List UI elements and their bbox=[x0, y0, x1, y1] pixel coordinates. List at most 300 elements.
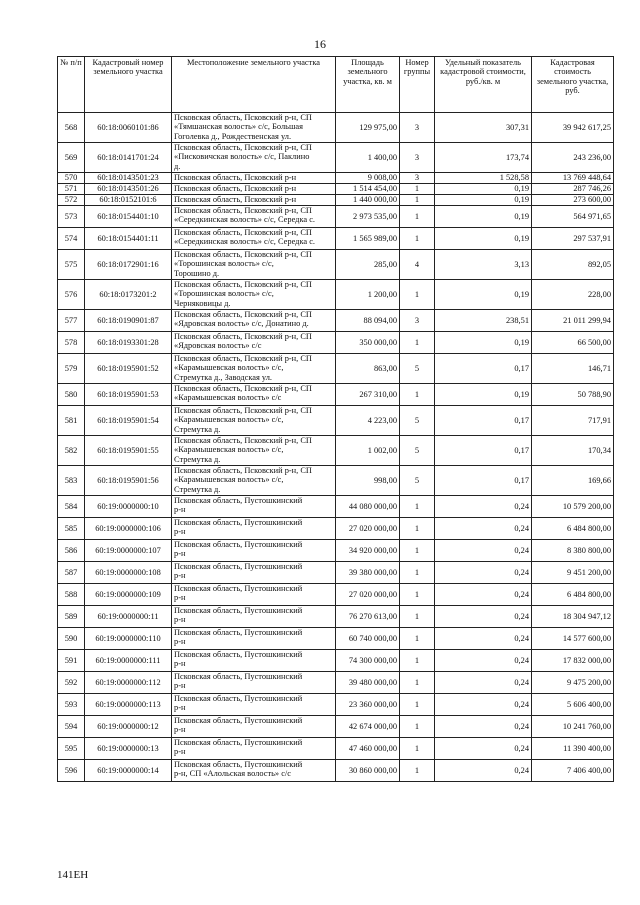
location-line: Псковская область, Псковский р-н, СП bbox=[174, 228, 312, 237]
cadastral-value-cell: 8 380 800,00 bbox=[532, 540, 614, 562]
cadastral-value-cell: 717,91 bbox=[532, 406, 614, 436]
location-line: «Торошинская волость» с/с, bbox=[174, 289, 274, 299]
cadastral-number-cell: 60:18:0195901:55 bbox=[85, 436, 172, 466]
row-number-cell: 582 bbox=[58, 436, 85, 466]
group-number-cell: 3 bbox=[400, 143, 435, 173]
group-number-cell: 1 bbox=[400, 562, 435, 584]
cadastral-value-cell: 6 484 800,00 bbox=[532, 518, 614, 540]
specific-value-cell: 0,19 bbox=[435, 195, 532, 206]
cadastral-number-cell: 60:18:0141701:24 bbox=[85, 143, 172, 173]
group-number-cell: 1 bbox=[400, 716, 435, 738]
table-row bbox=[58, 540, 614, 562]
location-cell bbox=[172, 143, 336, 173]
group-number-cell: 1 bbox=[400, 195, 435, 206]
group-number-cell: 1 bbox=[400, 184, 435, 195]
group-number-cell: 1 bbox=[400, 540, 435, 562]
cadastral-value-cell: 243 236,00 bbox=[532, 143, 614, 173]
row-number-cell: 584 bbox=[58, 496, 85, 518]
location-line: р-н bbox=[174, 549, 186, 559]
page-number: 16 bbox=[314, 37, 326, 51]
cadastral-number-cell: 60:18:0154401:11 bbox=[85, 228, 172, 250]
cadastral-number-cell: 60:18:0143501:23 bbox=[85, 173, 172, 184]
area-cell: 44 080 000,00 bbox=[336, 496, 400, 518]
table-row bbox=[58, 250, 614, 280]
row-number-cell: 576 bbox=[58, 280, 85, 310]
location-cell bbox=[172, 562, 336, 584]
location-cell bbox=[172, 628, 336, 650]
location-line: Стремутка д. bbox=[174, 454, 221, 464]
area-cell: 76 270 613,00 bbox=[336, 606, 400, 628]
footer-code: 141EH bbox=[57, 869, 89, 881]
cadastral-value-cell: 10 579 200,00 bbox=[532, 496, 614, 518]
row-number-cell: 570 bbox=[58, 173, 85, 184]
group-number-cell: 5 bbox=[400, 406, 435, 436]
cadastral-number-cell: 60:18:0195901:56 bbox=[85, 466, 172, 496]
location-cell bbox=[172, 518, 336, 540]
area-cell: 27 020 000,00 bbox=[336, 518, 400, 540]
location-line: Псковская область, Псковский р-н, СП bbox=[174, 466, 312, 475]
area-cell: 4 223,00 bbox=[336, 406, 400, 436]
cadastral-number-cell: 60:18:0193301:28 bbox=[85, 332, 172, 354]
specific-value-cell: 0,17 bbox=[435, 436, 532, 466]
row-number-cell: 574 bbox=[58, 228, 85, 250]
row-number-cell: 577 bbox=[58, 310, 85, 332]
cadastral-value-cell: 21 011 299,94 bbox=[532, 310, 614, 332]
location-line: Псковская область, Пустошкинский bbox=[174, 716, 303, 725]
specific-value-cell: 0,24 bbox=[435, 584, 532, 606]
area-cell: 285,00 bbox=[336, 250, 400, 280]
group-number-cell: 1 bbox=[400, 332, 435, 354]
area-cell: 998,00 bbox=[336, 466, 400, 496]
cadastral-number-cell: 60:18:0152101:6 bbox=[85, 195, 172, 206]
table-row bbox=[58, 694, 614, 716]
area-cell: 23 360 000,00 bbox=[336, 694, 400, 716]
location-cell bbox=[172, 195, 336, 206]
cadastral-value-cell: 9 475 200,00 bbox=[532, 672, 614, 694]
table-row bbox=[58, 496, 614, 518]
location-cell bbox=[172, 760, 336, 782]
table-row bbox=[58, 760, 614, 782]
location-cell bbox=[172, 650, 336, 672]
cadastral-value-cell: 50 788,90 bbox=[532, 384, 614, 406]
cadastral-number-cell: 60:18:0190901:87 bbox=[85, 310, 172, 332]
row-number-cell: 572 bbox=[58, 195, 85, 206]
location-line: Стремутка д., Заводская ул. bbox=[174, 372, 273, 382]
location-line: «Карамышевская волость» с/с, bbox=[174, 445, 284, 455]
cadastral-value-cell: 297 537,91 bbox=[532, 228, 614, 250]
table-row bbox=[58, 738, 614, 760]
table-body bbox=[58, 113, 614, 782]
location-line: Псковская область, Псковский р-н, СП bbox=[174, 206, 312, 215]
location-line: Черняковицы д. bbox=[174, 298, 231, 308]
area-cell: 88 094,00 bbox=[336, 310, 400, 332]
cadastral-number-cell: 60:19:0000000:106 bbox=[85, 518, 172, 540]
location-cell bbox=[172, 406, 336, 436]
location-line: Псковская область, Псковский р-н bbox=[174, 184, 297, 193]
specific-value-cell: 0,19 bbox=[435, 280, 532, 310]
cadastral-number-cell: 60:19:0000000:113 bbox=[85, 694, 172, 716]
row-number-cell: 590 bbox=[58, 628, 85, 650]
location-line: Стремутка д. bbox=[174, 424, 221, 434]
location-line: Псковская область, Пустошкинский bbox=[174, 694, 303, 703]
location-line: р-н, СП «Алольская волость» с/с bbox=[174, 769, 291, 779]
location-cell bbox=[172, 436, 336, 466]
header-location: Местоположение земельного участка bbox=[172, 57, 336, 113]
cadastral-value-cell: 9 451 200,00 bbox=[532, 562, 614, 584]
area-cell: 129 975,00 bbox=[336, 113, 400, 143]
location-line: р-н bbox=[174, 593, 186, 603]
row-number-cell: 586 bbox=[58, 540, 85, 562]
location-cell bbox=[172, 206, 336, 228]
group-number-cell: 3 bbox=[400, 173, 435, 184]
location-line: Псковская область, Пустошкинский bbox=[174, 540, 303, 549]
location-line: р-н bbox=[174, 615, 186, 625]
cadastral-value-cell: 10 241 760,00 bbox=[532, 716, 614, 738]
cadastral-number-cell: 60:19:0000000:111 bbox=[85, 650, 172, 672]
row-number-cell: 580 bbox=[58, 384, 85, 406]
table-row bbox=[58, 518, 614, 540]
table-row bbox=[58, 206, 614, 228]
location-line: Псковская область, Пустошкинский bbox=[174, 672, 303, 681]
row-number-cell: 593 bbox=[58, 694, 85, 716]
cadastral-value-cell: 17 832 000,00 bbox=[532, 650, 614, 672]
location-line: «Середкинская волость» с/с, Середка с. bbox=[174, 215, 316, 225]
location-cell bbox=[172, 332, 336, 354]
group-number-cell: 5 bbox=[400, 354, 435, 384]
specific-value-cell: 0,24 bbox=[435, 694, 532, 716]
location-cell bbox=[172, 716, 336, 738]
cadastral-number-cell: 60:18:0195901:54 bbox=[85, 406, 172, 436]
table-row bbox=[58, 406, 614, 436]
specific-value-cell: 0,17 bbox=[435, 354, 532, 384]
group-number-cell: 1 bbox=[400, 384, 435, 406]
location-line: Псковская область, Пустошкинский bbox=[174, 650, 303, 659]
row-number-cell: 592 bbox=[58, 672, 85, 694]
specific-value-cell: 0,24 bbox=[435, 606, 532, 628]
table-row bbox=[58, 228, 614, 250]
row-number-cell: 578 bbox=[58, 332, 85, 354]
specific-value-cell: 0,24 bbox=[435, 760, 532, 782]
specific-value-cell: 0,19 bbox=[435, 184, 532, 195]
area-cell: 1 002,00 bbox=[336, 436, 400, 466]
location-line: «Карамышевская волость» с/с bbox=[174, 393, 282, 403]
specific-value-cell: 0,17 bbox=[435, 466, 532, 496]
location-cell bbox=[172, 466, 336, 496]
cadastral-value-cell: 228,00 bbox=[532, 280, 614, 310]
row-number-cell: 594 bbox=[58, 716, 85, 738]
specific-value-cell: 0,24 bbox=[435, 518, 532, 540]
area-cell: 9 008,00 bbox=[336, 173, 400, 184]
table-row bbox=[58, 672, 614, 694]
group-number-cell: 3 bbox=[400, 113, 435, 143]
location-cell bbox=[172, 113, 336, 143]
row-number-cell: 591 bbox=[58, 650, 85, 672]
location-line: Псковская область, Псковский р-н bbox=[174, 173, 297, 182]
location-line: Псковская область, Пустошкинский bbox=[174, 584, 303, 593]
table-row bbox=[58, 332, 614, 354]
table-row bbox=[58, 310, 614, 332]
location-cell bbox=[172, 540, 336, 562]
cadastral-value-cell: 564 971,65 bbox=[532, 206, 614, 228]
location-cell bbox=[172, 173, 336, 184]
row-number-cell: 596 bbox=[58, 760, 85, 782]
specific-value-cell: 1 528,58 bbox=[435, 173, 532, 184]
cadastral-value-cell: 5 606 400,00 bbox=[532, 694, 614, 716]
row-number-cell: 573 bbox=[58, 206, 85, 228]
location-line: р-н bbox=[174, 681, 186, 691]
location-cell bbox=[172, 354, 336, 384]
row-number-cell: 588 bbox=[58, 584, 85, 606]
area-cell: 1 200,00 bbox=[336, 280, 400, 310]
specific-value-cell: 0,17 bbox=[435, 406, 532, 436]
table-row bbox=[58, 716, 614, 738]
table-row bbox=[58, 436, 614, 466]
header-group-number: Номер группы bbox=[400, 57, 435, 113]
group-number-cell: 1 bbox=[400, 694, 435, 716]
cadastral-value-cell: 273 600,00 bbox=[532, 195, 614, 206]
specific-value-cell: 0,24 bbox=[435, 716, 532, 738]
table-row bbox=[58, 628, 614, 650]
location-cell bbox=[172, 184, 336, 195]
location-cell bbox=[172, 584, 336, 606]
row-number-cell: 579 bbox=[58, 354, 85, 384]
cadastral-value-cell: 6 484 800,00 bbox=[532, 584, 614, 606]
cadastral-value-cell: 13 769 448,64 bbox=[532, 173, 614, 184]
group-number-cell: 1 bbox=[400, 606, 435, 628]
group-number-cell: 3 bbox=[400, 310, 435, 332]
location-line: Псковская область, Псковский р-н, СП bbox=[174, 280, 312, 289]
specific-value-cell: 0,24 bbox=[435, 738, 532, 760]
location-line: Псковская область, Псковский р-н, СП bbox=[174, 354, 312, 363]
cadastral-number-cell: 60:18:0172901:16 bbox=[85, 250, 172, 280]
area-cell: 74 300 000,00 bbox=[336, 650, 400, 672]
location-line: Стремутка д. bbox=[174, 484, 221, 494]
specific-value-cell: 0,19 bbox=[435, 332, 532, 354]
location-line: Псковская область, Псковский р-н, СП bbox=[174, 384, 312, 393]
cadastral-number-cell: 60:18:0195901:52 bbox=[85, 354, 172, 384]
specific-value-cell: 0,24 bbox=[435, 650, 532, 672]
area-cell: 863,00 bbox=[336, 354, 400, 384]
group-number-cell: 4 bbox=[400, 250, 435, 280]
cadastral-number-cell: 60:19:0000000:110 bbox=[85, 628, 172, 650]
cadastral-value-table bbox=[57, 56, 614, 782]
location-line: Псковская область, Псковский р-н, СП bbox=[174, 143, 312, 152]
location-line: Псковская область, Псковский р-н, СП bbox=[174, 406, 312, 415]
location-line: Псковская область, Псковский р-н, СП bbox=[174, 436, 312, 445]
location-line: Псковская область, Пустошкинский bbox=[174, 760, 303, 769]
location-line: «Карамышевская волость» с/с, bbox=[174, 475, 284, 485]
header-area: Площадь земельного участка, кв. м bbox=[336, 57, 400, 113]
location-cell bbox=[172, 606, 336, 628]
cadastral-number-cell: 60:18:0154401:10 bbox=[85, 206, 172, 228]
cadastral-value-cell: 146,71 bbox=[532, 354, 614, 384]
cadastral-value-cell: 18 304 947,12 bbox=[532, 606, 614, 628]
location-line: р-н bbox=[174, 637, 186, 647]
row-number-cell: 575 bbox=[58, 250, 85, 280]
location-line: «Тямшанская волость» с/с, Большая bbox=[174, 122, 303, 132]
group-number-cell: 1 bbox=[400, 496, 435, 518]
cadastral-value-cell: 66 500,00 bbox=[532, 332, 614, 354]
location-line: р-н bbox=[174, 725, 186, 735]
table-row bbox=[58, 466, 614, 496]
group-number-cell: 1 bbox=[400, 672, 435, 694]
group-number-cell: 1 bbox=[400, 628, 435, 650]
specific-value-cell: 0,19 bbox=[435, 228, 532, 250]
specific-value-cell: 0,19 bbox=[435, 384, 532, 406]
location-cell bbox=[172, 280, 336, 310]
location-cell bbox=[172, 672, 336, 694]
group-number-cell: 1 bbox=[400, 228, 435, 250]
area-cell: 1 565 989,00 bbox=[336, 228, 400, 250]
location-line: Псковская область, Пустошкинский bbox=[174, 562, 303, 571]
specific-value-cell: 0,24 bbox=[435, 540, 532, 562]
table-row bbox=[58, 562, 614, 584]
area-cell: 30 860 000,00 bbox=[336, 760, 400, 782]
cadastral-value-cell: 39 942 617,25 bbox=[532, 113, 614, 143]
row-number-cell: 581 bbox=[58, 406, 85, 436]
cadastral-number-cell: 60:19:0000000:109 bbox=[85, 584, 172, 606]
table-row bbox=[58, 354, 614, 384]
row-number-cell: 595 bbox=[58, 738, 85, 760]
location-cell bbox=[172, 738, 336, 760]
table-header-row bbox=[58, 57, 614, 113]
location-line: Псковская область, Псковский р-н, СП bbox=[174, 113, 312, 122]
location-line: Псковская область, Псковский р-н, СП bbox=[174, 310, 312, 319]
cadastral-value-cell: 892,05 bbox=[532, 250, 614, 280]
location-line: р-н bbox=[174, 703, 186, 713]
location-cell bbox=[172, 384, 336, 406]
group-number-cell: 1 bbox=[400, 738, 435, 760]
group-number-cell: 1 bbox=[400, 206, 435, 228]
cadastral-number-cell: 60:18:0143501:26 bbox=[85, 184, 172, 195]
table-row bbox=[58, 173, 614, 184]
cadastral-number-cell: 60:18:0195901:53 bbox=[85, 384, 172, 406]
specific-value-cell: 0,24 bbox=[435, 496, 532, 518]
cadastral-number-cell: 60:19:0000000:11 bbox=[85, 606, 172, 628]
location-line: Псковская область, Пустошкинский bbox=[174, 518, 303, 527]
row-number-cell: 568 bbox=[58, 113, 85, 143]
location-line: «Ядровская волость» с/с, Донатино д. bbox=[174, 319, 309, 329]
group-number-cell: 1 bbox=[400, 584, 435, 606]
group-number-cell: 5 bbox=[400, 466, 435, 496]
table-row bbox=[58, 143, 614, 173]
area-cell: 39 480 000,00 bbox=[336, 672, 400, 694]
location-line: «Середкинская волость» с/с, Середка с. bbox=[174, 237, 316, 247]
location-line: «Ядровская волость» с/с bbox=[174, 341, 262, 351]
area-cell: 34 920 000,00 bbox=[336, 540, 400, 562]
row-number-cell: 589 bbox=[58, 606, 85, 628]
specific-value-cell: 0,24 bbox=[435, 672, 532, 694]
table-row bbox=[58, 606, 614, 628]
row-number-cell: 585 bbox=[58, 518, 85, 540]
group-number-cell: 5 bbox=[400, 436, 435, 466]
specific-value-cell: 0,19 bbox=[435, 206, 532, 228]
table-row bbox=[58, 195, 614, 206]
table-row bbox=[58, 113, 614, 143]
location-cell bbox=[172, 310, 336, 332]
row-number-cell: 587 bbox=[58, 562, 85, 584]
row-number-cell: 569 bbox=[58, 143, 85, 173]
specific-value-cell: 173,74 bbox=[435, 143, 532, 173]
location-line: Торошино д. bbox=[174, 268, 220, 278]
location-line: Псковская область, Пустошкинский bbox=[174, 496, 303, 505]
location-cell bbox=[172, 228, 336, 250]
row-number-cell: 583 bbox=[58, 466, 85, 496]
group-number-cell: 1 bbox=[400, 518, 435, 540]
location-line: Псковская область, Пустошкинский bbox=[174, 606, 303, 615]
specific-value-cell: 307,31 bbox=[435, 113, 532, 143]
location-line: Псковская область, Пустошкинский bbox=[174, 738, 303, 747]
area-cell: 267 310,00 bbox=[336, 384, 400, 406]
area-cell: 42 674 000,00 bbox=[336, 716, 400, 738]
specific-value-cell: 3,13 bbox=[435, 250, 532, 280]
location-line: «Карамышевская волость» с/с, bbox=[174, 415, 284, 425]
cadastral-number-cell: 60:19:0000000:12 bbox=[85, 716, 172, 738]
cadastral-value-cell: 169,66 bbox=[532, 466, 614, 496]
location-cell bbox=[172, 250, 336, 280]
header-cadastral-value: Кадастровая стоимость земельного участка, руб. bbox=[532, 57, 614, 113]
cadastral-value-cell: 11 390 400,00 bbox=[532, 738, 614, 760]
specific-value-cell: 0,24 bbox=[435, 562, 532, 584]
group-number-cell: 1 bbox=[400, 650, 435, 672]
location-line: «Торошинская волость» с/с, bbox=[174, 259, 274, 269]
cadastral-value-cell: 7 406 400,00 bbox=[532, 760, 614, 782]
location-line: д. bbox=[174, 161, 181, 171]
location-line: р-н bbox=[174, 571, 186, 581]
location-line: «Писковичская волость» с/с, Паклино bbox=[174, 152, 310, 162]
table-row bbox=[58, 584, 614, 606]
table-row bbox=[58, 184, 614, 195]
area-cell: 1 400,00 bbox=[336, 143, 400, 173]
location-line: Гоголевка д., Рождественская ул. bbox=[174, 131, 292, 141]
cadastral-number-cell: 60:19:0000000:108 bbox=[85, 562, 172, 584]
cadastral-value-cell: 287 746,26 bbox=[532, 184, 614, 195]
area-cell: 350 000,00 bbox=[336, 332, 400, 354]
location-line: «Карамышевская волость» с/с, bbox=[174, 363, 284, 373]
area-cell: 1 514 454,00 bbox=[336, 184, 400, 195]
cadastral-value-cell: 170,34 bbox=[532, 436, 614, 466]
location-cell bbox=[172, 694, 336, 716]
location-line: р-н bbox=[174, 747, 186, 757]
cadastral-number-cell: 60:18:0060101:86 bbox=[85, 113, 172, 143]
area-cell: 60 740 000,00 bbox=[336, 628, 400, 650]
row-number-cell: 571 bbox=[58, 184, 85, 195]
area-cell: 2 973 535,00 bbox=[336, 206, 400, 228]
cadastral-number-cell: 60:19:0000000:112 bbox=[85, 672, 172, 694]
location-cell bbox=[172, 496, 336, 518]
location-line: р-н bbox=[174, 659, 186, 669]
group-number-cell: 1 bbox=[400, 760, 435, 782]
area-cell: 27 020 000,00 bbox=[336, 584, 400, 606]
group-number-cell: 1 bbox=[400, 280, 435, 310]
area-cell: 1 440 000,00 bbox=[336, 195, 400, 206]
area-cell: 47 460 000,00 bbox=[336, 738, 400, 760]
header-cadastral-number: Кадастровый номер земельного участка bbox=[85, 57, 172, 113]
cadastral-number-cell: 60:19:0000000:10 bbox=[85, 496, 172, 518]
cadastral-number-cell: 60:19:0000000:13 bbox=[85, 738, 172, 760]
cadastral-number-cell: 60:18:0173201:2 bbox=[85, 280, 172, 310]
table-row bbox=[58, 384, 614, 406]
table-row bbox=[58, 280, 614, 310]
location-line: Псковская область, Псковский р-н, СП bbox=[174, 250, 312, 259]
area-cell: 39 380 000,00 bbox=[336, 562, 400, 584]
cadastral-number-cell: 60:19:0000000:107 bbox=[85, 540, 172, 562]
specific-value-cell: 0,24 bbox=[435, 628, 532, 650]
location-line: р-н bbox=[174, 527, 186, 537]
location-line: р-н bbox=[174, 505, 186, 515]
table-row bbox=[58, 650, 614, 672]
location-line: Псковская область, Псковский р-н bbox=[174, 195, 297, 204]
